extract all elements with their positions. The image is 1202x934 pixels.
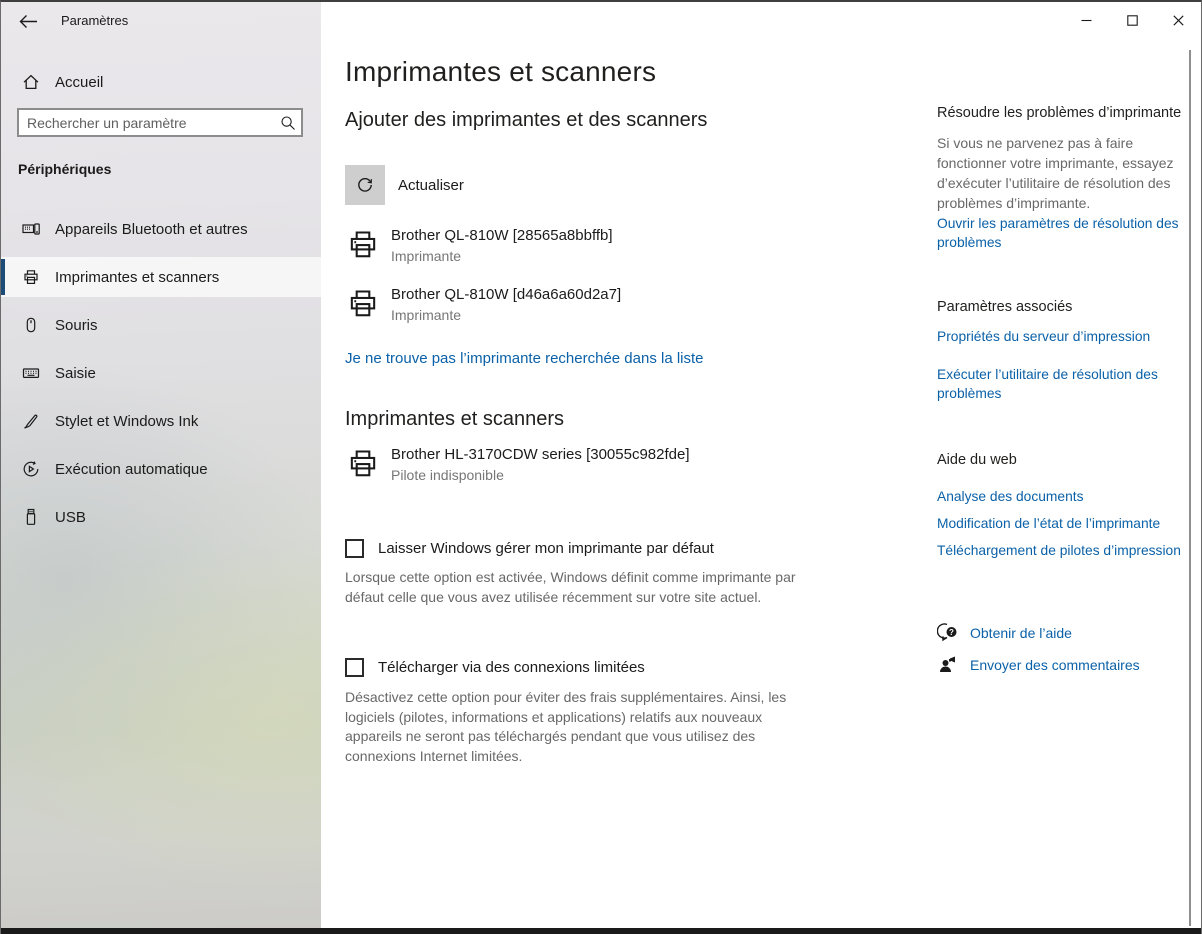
sidebar-section-heading: Périphériques (18, 161, 112, 177)
change-printer-status-link[interactable]: Modification de l’état de l’imprimante (937, 516, 1161, 531)
printer-status: Imprimante (391, 248, 462, 264)
printer-status: Imprimante (391, 307, 462, 323)
devices-icon (21, 219, 41, 239)
web-help-heading: Aide du web (937, 452, 1017, 468)
default-printer-label: Laisser Windows gérer mon imprimante par défaut (378, 540, 714, 557)
printer-row[interactable] (345, 224, 825, 272)
background-window-edge (1, 928, 1201, 934)
printer-name: Brother QL-810W [28565a8bbffb] (391, 227, 613, 244)
open-troubleshoot-settings-link[interactable]: Ouvrir les paramètres de résolution des problèmes (937, 216, 1179, 250)
run-troubleshooter-link[interactable]: Exécuter l’utilitaire de résolution des problèmes (937, 367, 1158, 401)
main-panel (321, 2, 1201, 934)
printer-icon (345, 285, 381, 321)
refresh-icon (354, 174, 376, 196)
sidebar-item-typing[interactable] (1, 353, 321, 393)
default-printer-checkbox[interactable] (345, 539, 364, 558)
close-button[interactable] (1155, 2, 1201, 38)
refresh-button[interactable] (345, 165, 464, 205)
search-icon[interactable] (275, 115, 301, 131)
printer-icon (345, 226, 381, 262)
refresh-label: Actualiser (398, 176, 464, 194)
selected-accent-bar (1, 259, 5, 295)
printer-not-found-link[interactable]: Je ne trouve pas l’imprimante recherchée dans la liste (345, 350, 704, 367)
metered-download-checkbox[interactable] (345, 658, 364, 677)
printer-name: Brother HL-3170CDW series [30055c982fde] (391, 446, 690, 463)
refresh-button-square (345, 165, 385, 205)
metered-download-description: Désactivez cette option pour éviter des frais supplémentaires. Ainsi, les logiciels (pilotes, informations et applications) relatifs aux nouveaux appareils ne seront pas téléchargés pendant que vous utilisez des connexions Internet limitées. (345, 689, 787, 764)
usb-icon (21, 507, 41, 527)
back-arrow-icon (19, 14, 38, 29)
related-settings-heading: Paramètres associés (937, 299, 1073, 315)
sidebar-item-pen-windows-ink[interactable] (1, 401, 321, 441)
sidebar-item-usb[interactable] (1, 497, 321, 537)
autoplay-icon (21, 459, 41, 479)
printer-icon (345, 445, 381, 481)
printers-scanners-heading: Imprimantes et scanners (345, 408, 564, 430)
default-printer-checkbox-row[interactable] (345, 539, 714, 559)
mouse-icon (21, 315, 41, 335)
send-feedback-label: Envoyer des commentaires (970, 657, 1140, 673)
svg-text:?: ? (949, 627, 954, 637)
get-help-label: Obtenir de l’aide (970, 625, 1072, 641)
sidebar-item-label: Souris (55, 316, 98, 334)
download-print-drivers-link[interactable]: Téléchargement de pilotes d’impression (937, 543, 1181, 558)
send-feedback-link[interactable] (937, 654, 1140, 676)
printer-icon (21, 267, 41, 287)
titlebar-left (1, 2, 321, 42)
pen-icon (21, 411, 41, 431)
sidebar (1, 2, 321, 928)
troubleshoot-body: Si vous ne parvenez pas à faire fonctionner votre imprimante, essayez d’exécuter l’utilitaire de résolution des problèmes d’imprimante. (937, 135, 1174, 211)
sidebar-item-label: Imprimantes et scanners (55, 268, 220, 286)
default-printer-description: Lorsque cette option est activée, Windows définit comme imprimante par défaut celle que vous avez utilisée récemment sur votre site actuel. (345, 569, 796, 605)
sidebar-item-label: Exécution automatique (55, 460, 208, 478)
metered-download-checkbox-row[interactable] (345, 658, 645, 678)
sidebar-item-bluetooth-devices[interactable] (1, 209, 321, 249)
scan-documents-link[interactable]: Analyse des documents (937, 489, 1084, 504)
window-controls (1063, 2, 1201, 38)
keyboard-icon (21, 363, 41, 383)
add-printers-heading: Ajouter des imprimantes et des scanners (345, 109, 708, 131)
metered-download-label: Télécharger via des connexions limitées (378, 659, 645, 676)
sidebar-item-printers-scanners[interactable] (1, 257, 321, 297)
home-icon (21, 72, 41, 92)
printer-row[interactable] (345, 443, 825, 491)
printer-name: Brother QL-810W [d46a6a60d2a7] (391, 286, 622, 303)
print-server-properties-link[interactable]: Propriétés du serveur d’impression (937, 329, 1151, 344)
help-panel (937, 2, 1193, 934)
feedback-person-icon (937, 654, 959, 676)
sidebar-item-mouse[interactable] (1, 305, 321, 345)
sidebar-item-label: Accueil (55, 73, 104, 91)
troubleshoot-heading: Résoudre les problèmes d’imprimante (937, 105, 1182, 121)
printer-row[interactable] (345, 283, 825, 331)
window-title: Paramètres (61, 13, 129, 28)
sidebar-item-autoplay[interactable] (1, 449, 321, 489)
help-bubble-icon (937, 622, 959, 644)
sidebar-item-label: Stylet et Windows Ink (55, 412, 199, 430)
minimize-button[interactable] (1063, 2, 1109, 38)
maximize-button[interactable] (1109, 2, 1155, 38)
get-help-link[interactable] (937, 622, 1072, 644)
sidebar-item-label: USB (55, 508, 86, 526)
sidebar-item-label: Saisie (55, 364, 96, 382)
sidebar-item-home[interactable] (1, 62, 321, 102)
search-box (17, 108, 303, 137)
sidebar-item-label: Appareils Bluetooth et autres (55, 220, 248, 238)
search-input[interactable] (19, 115, 275, 131)
vertical-scrollbar[interactable] (1189, 50, 1191, 926)
page-title: Imprimantes et scanners (345, 56, 657, 87)
back-button[interactable] (11, 7, 45, 35)
printer-status: Pilote indisponible (391, 467, 504, 483)
